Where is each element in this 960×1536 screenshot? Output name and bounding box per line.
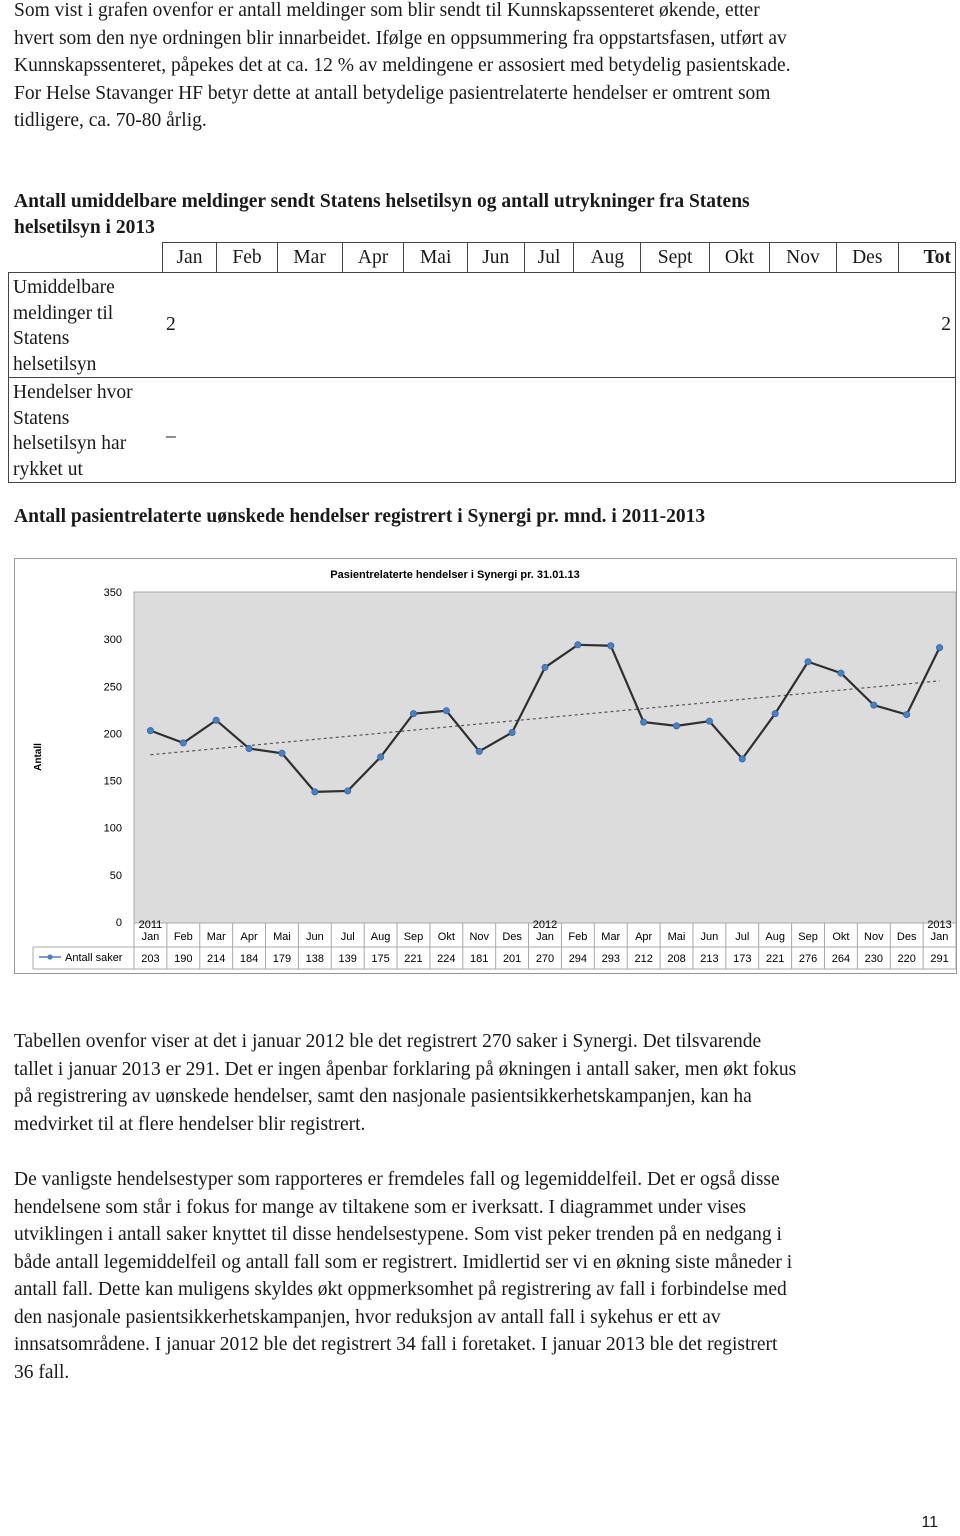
- intro-paragraph: [14, 0, 954, 135]
- text-line: utviklingen i antall saker knyttet til disse hendelsestypene. Som vist peker trenden på en nedgang i: [14, 1224, 782, 1245]
- month-header: Nov: [769, 243, 836, 273]
- data-point: [213, 717, 219, 723]
- x-category-label: Okt: [832, 931, 850, 943]
- heading-line: Antall pasientrelaterte uønskede hendelser registrert i Synergi pr. mnd. i 2011-2013: [14, 506, 706, 527]
- x-category-label: Des: [896, 931, 917, 943]
- cell: [277, 378, 342, 483]
- x-category-label: Jul: [735, 931, 750, 943]
- synergi-line-chart: [14, 558, 957, 974]
- data-point: [147, 727, 153, 733]
- text-line: hvert som den nye ordningen blir innarbeidet. Ifølge en oppsummering fra oppstartsfasen, utført av: [14, 27, 787, 49]
- x-category-label: Mai: [667, 931, 686, 943]
- text-line: på registrering av uønskede hendelser, samt den nasjonale pasientsikkerhetskampanjen, kan ha: [14, 1086, 752, 1107]
- cell: [467, 378, 524, 483]
- cell: [277, 273, 342, 378]
- y-ticks: [104, 587, 122, 929]
- data-value-label: 208: [667, 953, 686, 965]
- heading-line: Antall umiddelbare meldinger sendt Statens helsetilsyn og antall utrykninger fra Statens: [14, 191, 750, 212]
- data-point: [772, 710, 778, 716]
- month-header: Jul: [524, 243, 574, 273]
- data-point: [443, 708, 449, 714]
- data-value-label: 224: [437, 953, 456, 965]
- row-label: [9, 378, 163, 483]
- x-category-label: Jul: [340, 931, 355, 943]
- data-value-label: 173: [733, 953, 752, 965]
- cell: [641, 378, 710, 483]
- data-value-label: 264: [831, 953, 851, 965]
- y-tick-label: 100: [103, 822, 122, 835]
- data-value-label: 270: [535, 953, 555, 965]
- cell-jan: 2: [162, 273, 217, 378]
- cell: [342, 378, 404, 483]
- cell: [641, 273, 710, 378]
- month-header: Feb: [217, 243, 277, 273]
- data-point: [871, 702, 877, 708]
- plot-area: [134, 592, 956, 923]
- table-heading: [14, 189, 954, 241]
- data-value-label: 230: [864, 953, 883, 965]
- x-category-label: Apr: [240, 931, 258, 943]
- data-value-label: 291: [930, 953, 949, 965]
- x-category-label: Jan: [930, 931, 949, 943]
- text-line: De vanligste hendelsestyper som rapporteres er fremdeles fall og legemiddelfeil. Det er også disse: [14, 1169, 780, 1190]
- data-point: [509, 729, 515, 735]
- cell: [217, 273, 277, 378]
- text-line: innsatsområdene. I januar 2012 ble det registrert 34 fall i foretaket. I januar 2013 ble det registrert: [14, 1334, 778, 1355]
- x-category-label: Mai: [273, 931, 291, 943]
- month-header: Mar: [277, 243, 342, 273]
- month-header: Okt: [709, 243, 769, 273]
- x-category-label: Feb: [568, 931, 588, 943]
- data-value-label: 220: [897, 953, 916, 965]
- data-point: [608, 643, 614, 649]
- cell: [467, 273, 524, 378]
- cell: [769, 273, 836, 378]
- x-category-label: Jan: [536, 931, 554, 943]
- closing-paragraph-2: [14, 1166, 954, 1386]
- data-point: [706, 718, 712, 724]
- text-line: medvirket til at flere hendelser blir registrert.: [14, 1113, 366, 1135]
- text-line: tallet i januar 2013 er 291. Det er ingen åpenbar forklaring på økningen i antall saker, men økt fokus: [14, 1058, 797, 1080]
- table-corner: [9, 243, 163, 273]
- cell: [524, 378, 574, 483]
- text-line: hendelsene som står i fokus for mange av tiltakene som er iverksatt. I diagrammet under vises: [14, 1196, 747, 1218]
- month-header: Des: [836, 243, 898, 273]
- text-line: Som vist i grafen ovenfor er antall meldinger som blir sendt til Kunnskapssenteret økende, etter: [14, 0, 760, 21]
- row-label-line: meldinger til: [13, 302, 114, 324]
- data-point: [838, 670, 844, 676]
- row-label-line: Statens: [13, 407, 70, 429]
- data-point: [377, 754, 383, 760]
- table-row: [9, 273, 956, 378]
- x-category-label: Jun: [700, 931, 719, 943]
- text-line: den nasjonale pasientsikkerhetskampanjen, hvor reduksjon av antall fall i sykehus er ett av: [14, 1306, 721, 1328]
- x-category-label: Aug: [765, 931, 785, 943]
- data-value-label: 294: [568, 953, 588, 965]
- text-line: Tabellen ovenfor viser at det i januar 2012 ble det registrert 270 saker i Synergi. Det tilsvarende: [14, 1031, 762, 1052]
- page-number: 11: [921, 1514, 938, 1531]
- table-row: [9, 378, 956, 483]
- x-category-label: Mar: [206, 931, 226, 943]
- x-category-year: 2011: [138, 919, 163, 931]
- row-label-line: helsetilsyn: [13, 353, 97, 375]
- heading-line: helsetilsyn i 2013: [14, 217, 155, 238]
- data-point: [673, 723, 679, 729]
- text-line: både antall legemiddelfeil og antall fall som er registrert. Imidlertid ser vi en økning siste måneder i: [14, 1251, 793, 1273]
- cell: [769, 378, 836, 483]
- closing-paragraph-1: [14, 1028, 954, 1138]
- chart-title: Pasientrelaterte hendelser i Synergi pr. 31.01.13: [330, 569, 580, 581]
- x-category-label: Sep: [798, 931, 818, 943]
- x-category-label: Apr: [635, 931, 653, 943]
- x-category-label: Nov: [864, 931, 884, 943]
- data-value-label: 139: [338, 953, 357, 965]
- text-line: Kunnskapssenteret, påpekes det at ca. 12 % av meldingene er assosiert med betydelig pasientskade.: [14, 55, 791, 76]
- data-value-label: 138: [305, 953, 325, 965]
- data-point: [542, 664, 548, 670]
- data-point: [180, 740, 186, 746]
- month-header: Apr: [342, 243, 404, 273]
- data-point: [739, 756, 745, 762]
- x-category-label: Jan: [141, 931, 160, 943]
- cell: [404, 273, 467, 378]
- legend-label: Antall saker: [65, 952, 123, 964]
- month-header: Jun: [467, 243, 524, 273]
- x-category-year: 2013: [927, 919, 952, 931]
- month-header: Aug: [574, 243, 641, 273]
- text-line: antall fall. Dette kan muligens skyldes økt oppmerksomhet på registrering av fall i forbindelse med: [14, 1279, 787, 1300]
- x-category-label: Nov: [469, 931, 490, 943]
- data-value-label: 179: [272, 953, 292, 965]
- x-category-label: Des: [502, 931, 522, 943]
- data-point: [575, 642, 581, 648]
- row-label-line: Hendelser hvor: [13, 382, 133, 403]
- data-point: [410, 710, 416, 716]
- month-header: Jan: [162, 243, 217, 273]
- cell: [709, 378, 769, 483]
- data-value-label: 190: [174, 953, 193, 965]
- y-tick-label: 250: [103, 681, 122, 694]
- data-point: [345, 788, 351, 794]
- x-category-label: Jun: [305, 931, 324, 943]
- row-label-line: Umiddelbare: [13, 277, 115, 298]
- x-category-label: Feb: [173, 931, 193, 943]
- data-value-label: 276: [798, 953, 818, 965]
- chart-heading: [14, 504, 954, 530]
- legend-marker: [47, 954, 52, 959]
- cell: [217, 378, 277, 483]
- total-header: Tot: [898, 243, 955, 273]
- month-header: Mai: [404, 243, 467, 273]
- cell-jan: _: [162, 378, 217, 483]
- data-value-label: 214: [207, 953, 226, 965]
- y-tick-label: 350: [103, 587, 122, 599]
- y-tick-label: 300: [103, 634, 122, 647]
- data-value-label: 212: [634, 953, 653, 965]
- data-point: [903, 711, 909, 717]
- data-table: [33, 919, 956, 969]
- data-value-label: 175: [371, 953, 390, 965]
- y-tick-label: 0: [115, 917, 122, 929]
- data-point: [936, 644, 942, 650]
- data-value-label: 221: [765, 953, 785, 965]
- data-point: [805, 659, 811, 665]
- y-axis-label: Antall: [33, 743, 44, 771]
- cell: [836, 273, 898, 378]
- row-label: [9, 273, 163, 378]
- data-point: [640, 719, 646, 725]
- text-line: 36 fall.: [14, 1361, 70, 1383]
- data-point: [476, 748, 482, 754]
- cell-total: [898, 378, 955, 483]
- x-category-label: Okt: [437, 931, 455, 943]
- data-point: [279, 750, 285, 756]
- row-label-line: rykket ut: [13, 458, 83, 480]
- data-value-label: 184: [239, 953, 259, 965]
- data-value-label: 203: [141, 953, 160, 965]
- y-tick-label: 200: [103, 728, 122, 741]
- y-tick-label: 150: [103, 775, 122, 788]
- cell: [342, 273, 404, 378]
- chart-canvas: [15, 559, 956, 973]
- text-line: For Helse Stavanger HF betyr dette at antall betydelige pasientrelaterte hendelser er omtrent som: [14, 82, 771, 104]
- x-category-label: Mar: [601, 931, 621, 943]
- table-header-row: [9, 243, 956, 273]
- cell: [836, 378, 898, 483]
- x-category-year: 2012: [532, 919, 558, 931]
- text-line: tidligere, ca. 70-80 årlig.: [14, 110, 207, 131]
- data-point: [312, 789, 318, 795]
- cell: [404, 378, 467, 483]
- row-label-line: helsetilsyn har: [13, 433, 127, 454]
- month-header: Sept: [641, 243, 710, 273]
- cell: [709, 273, 769, 378]
- x-category-label: Sep: [403, 931, 424, 943]
- x-category-label: Aug: [370, 931, 391, 943]
- incidents-table: [8, 242, 956, 483]
- data-point: [246, 745, 252, 751]
- data-value-label: 221: [404, 953, 423, 965]
- cell: [524, 273, 574, 378]
- y-tick-label: 50: [109, 869, 122, 882]
- data-value-label: 213: [700, 953, 719, 965]
- row-label-line: Statens: [13, 328, 70, 349]
- data-value-label: 181: [470, 953, 489, 965]
- cell: [574, 378, 641, 483]
- cell-total: 2: [898, 273, 955, 378]
- cell: [574, 273, 641, 378]
- data-value-label: 201: [502, 953, 522, 965]
- data-value-label: 293: [601, 953, 620, 965]
